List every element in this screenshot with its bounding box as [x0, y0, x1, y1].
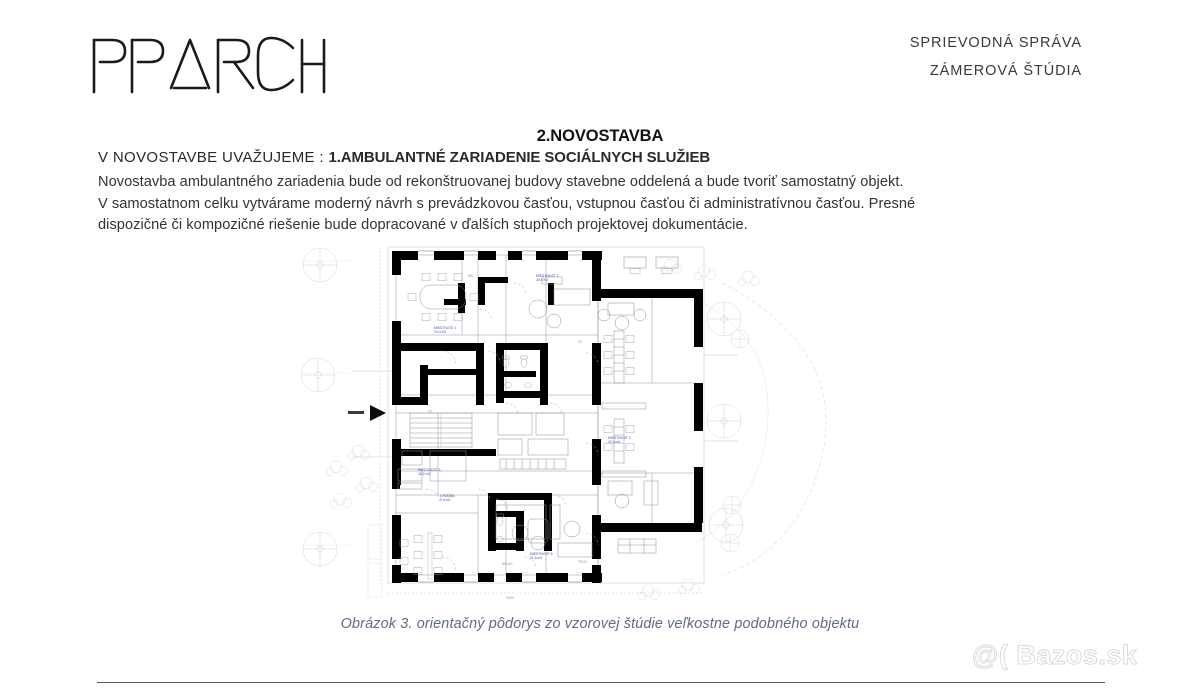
svg-text:WC: WC: [468, 274, 474, 278]
room-label-5b: 9,4 m2: [440, 498, 451, 502]
floor-plan-image: [292, 243, 852, 611]
document-header: [910, 36, 1082, 78]
footer-divider: [97, 682, 1105, 683]
room-label-3: MIESTNOST 3: [608, 436, 631, 440]
svg-text:SKLAD: SKLAD: [502, 562, 513, 566]
subtitle-prefix: V NOVOSTAVBE UVAŽUJEME :: [98, 149, 329, 166]
section-title: 2.NOVOSTAVBA: [536, 127, 664, 145]
room-label-2b: 18,5 m2: [536, 278, 549, 282]
svg-text:30,60: 30,60: [506, 596, 514, 600]
logo-letter-p1-bowl: [94, 40, 125, 62]
logo-letter-p2-bowl: [132, 40, 163, 62]
plan-sheet-background: [292, 243, 852, 611]
body-copy: [98, 172, 1108, 237]
room-label-1: MIESTNOST 1: [434, 326, 457, 330]
figure-caption: Obrázok 3. orientačný pôdorys zo vzorovej štúdie veľkostne podobného objektu: [340, 616, 860, 632]
room-label-6b: 21,8 m2: [530, 556, 543, 560]
logo-letter-c: [258, 38, 293, 90]
logo-letter-r-leg: [234, 62, 253, 88]
svg-text:S1: S1: [578, 340, 582, 344]
room-label-6: MIESTNOST 6: [530, 552, 553, 556]
room-label-3b: 42,0 m2: [608, 440, 621, 444]
body-line-3: dispozičné či kompozičné riešenie bude dopracované v ďalších stupňoch projektovej dokumentácie.: [98, 217, 748, 233]
section-subtitle: [98, 149, 710, 166]
header-line-zamerova-studia: ZÁMEROVÁ ŠTÚDIA: [929, 62, 1082, 79]
logo-letter-a-legs: [171, 40, 209, 88]
subtitle-strong: 1.AMBULANTNÉ ZARIADENIE SOCIÁLNYCH SLUŽIEB: [328, 149, 711, 166]
bazos-watermark: @( Bazos.sk: [972, 640, 1138, 670]
logo-letter-r-bowl: [218, 40, 249, 62]
body-line-1: Novostavba ambulantného zariadenia bude od rekonštruovanej budovy stavebne oddelená a bude tvoriť samostatný objekt.: [98, 174, 904, 190]
svg-text:ST: ST: [428, 410, 433, 414]
header-line-sprievodna-sprava: SPRIEVODNÁ SPRÁVA: [909, 35, 1082, 51]
pparch-logo: [88, 36, 328, 96]
body-line-2: V samostatnom celku vytvárame moderný návrh s prevádzkovou časťou, vstupnou časťou či administratívnou časťou. Presné: [98, 195, 916, 212]
svg-text:TECH: TECH: [578, 560, 587, 564]
room-label-2: MIESTNOST 2: [536, 274, 559, 278]
room-label-5: CHODBA: [440, 494, 455, 498]
room-label-4b: 15,2 m2: [418, 472, 431, 476]
room-label-1b: 24,0 m2: [434, 330, 447, 334]
room-label-4: MIESTNOST 4: [418, 468, 441, 472]
